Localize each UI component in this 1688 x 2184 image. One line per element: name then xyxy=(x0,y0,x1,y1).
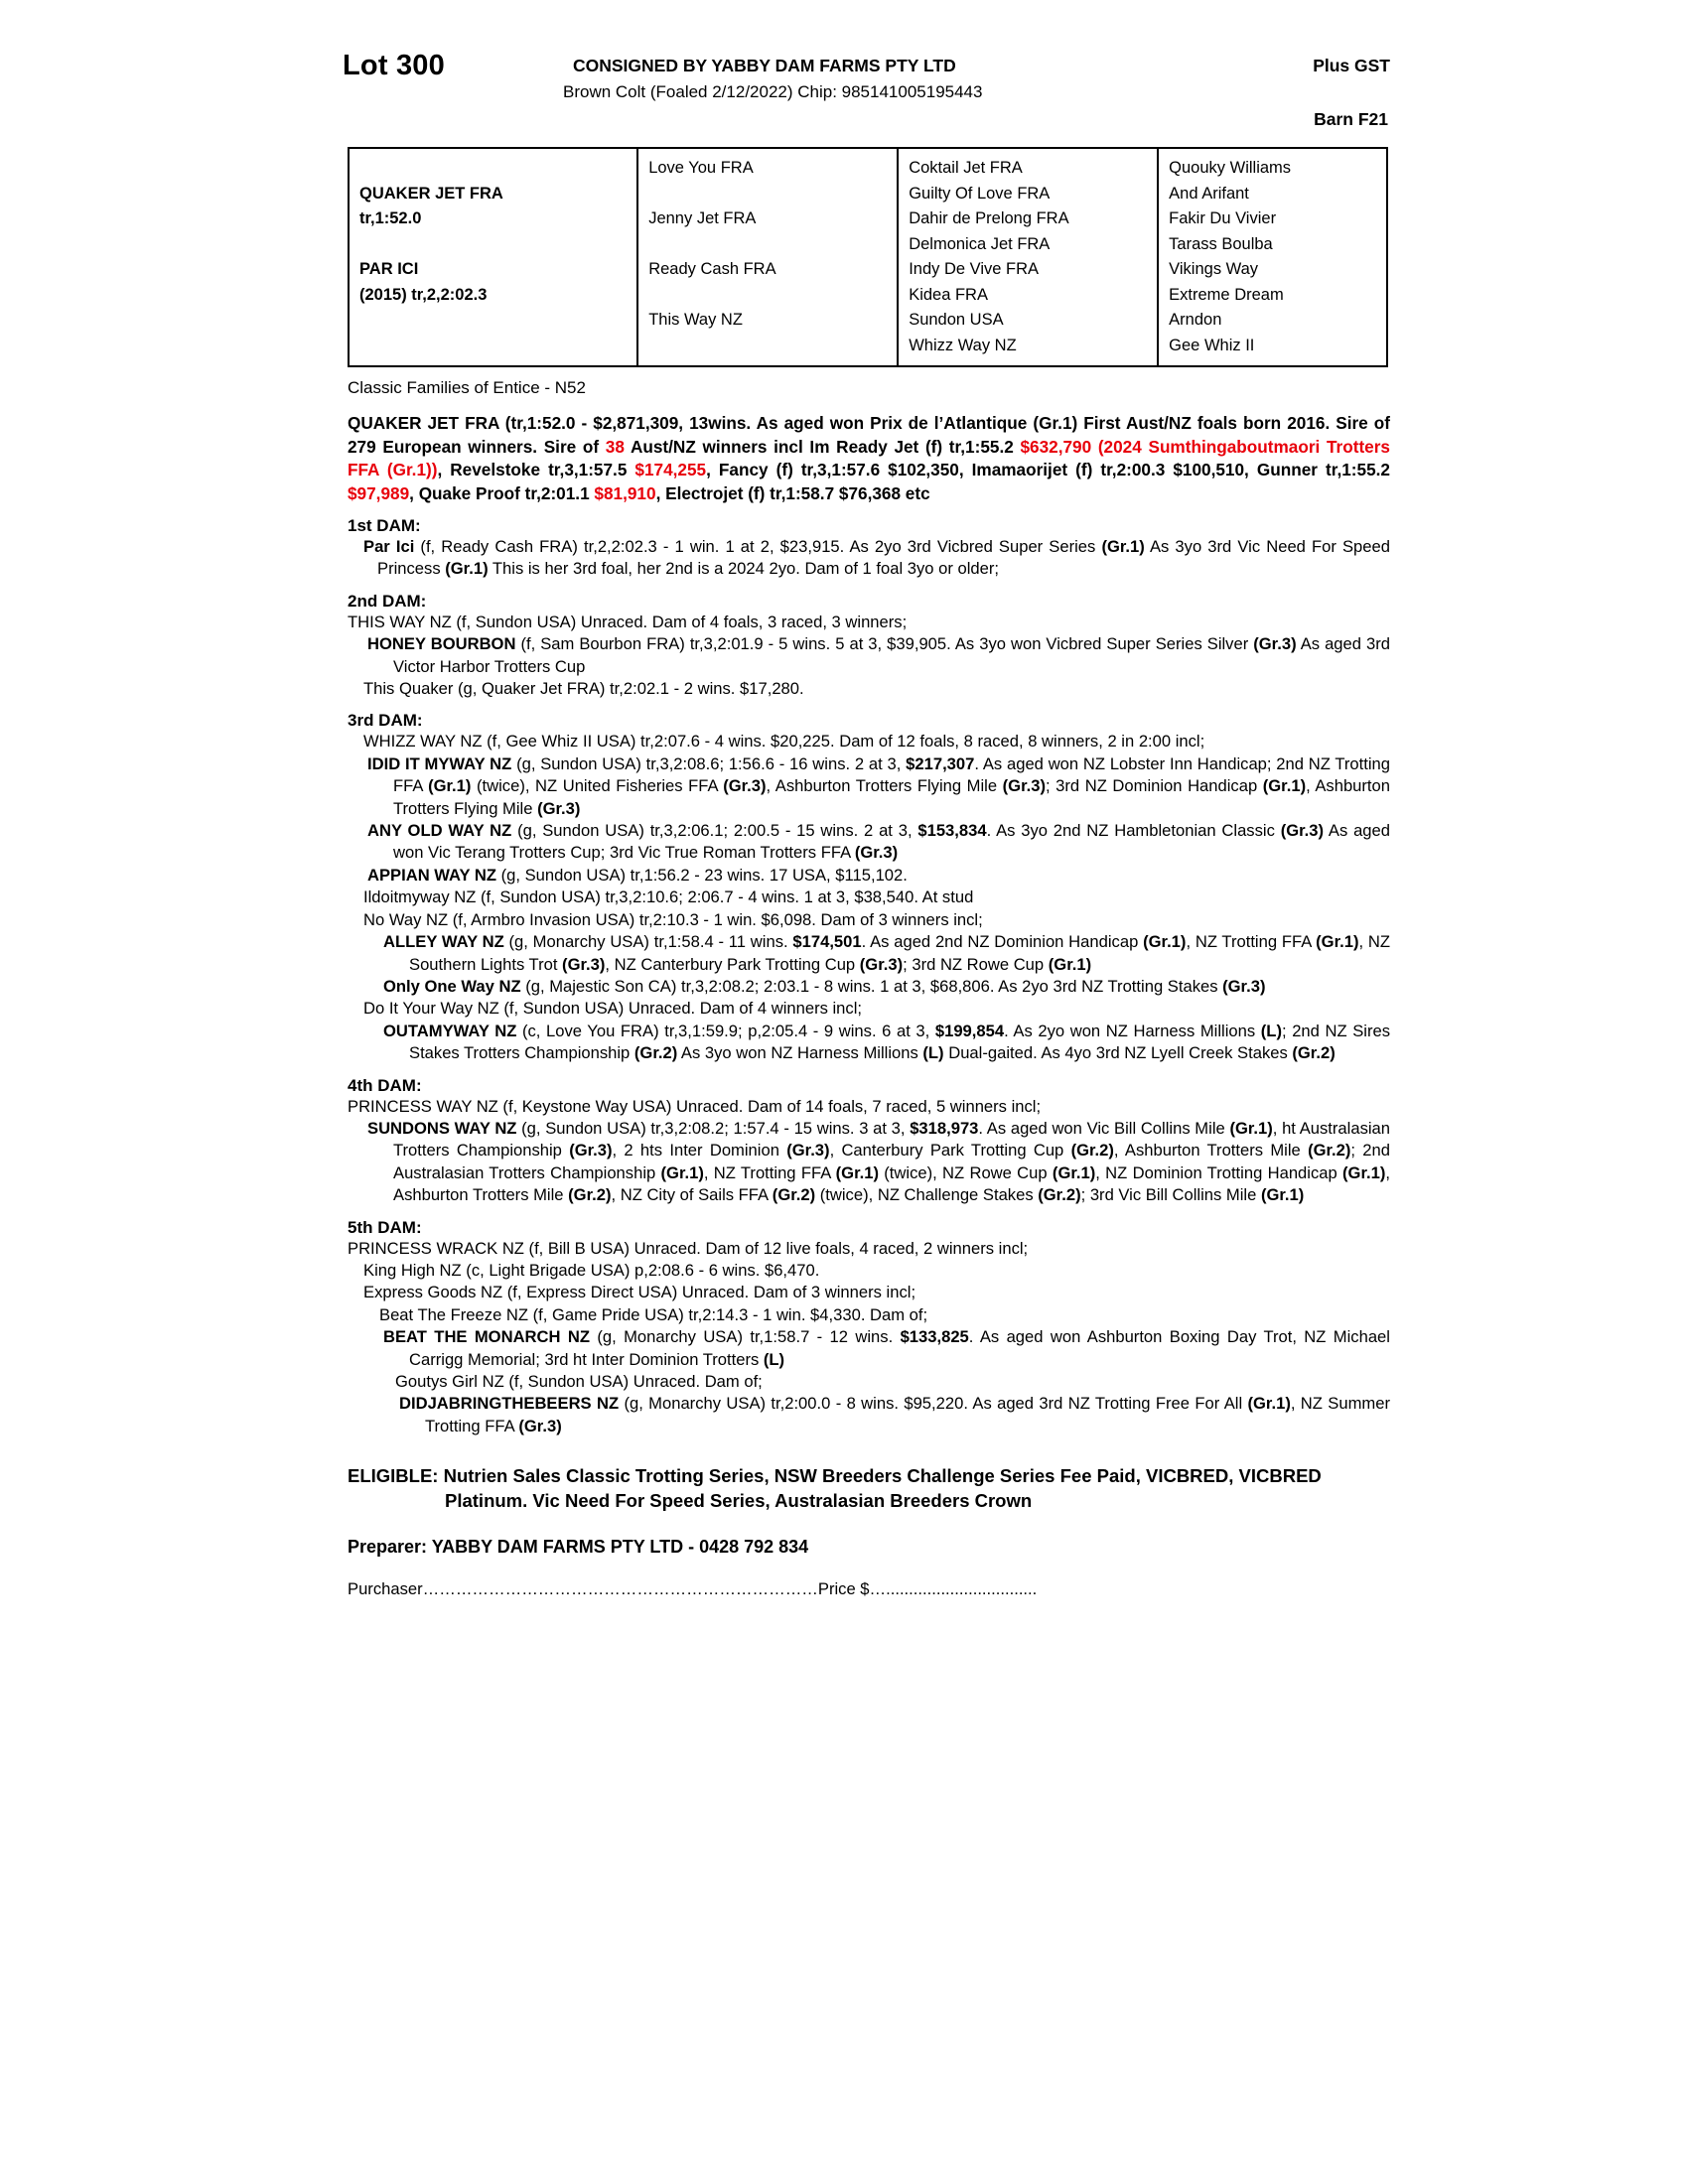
sire-line5a: tr,1:55.2 xyxy=(1326,460,1390,479)
entry-text: . As aged 2nd NZ Dominion Handicap xyxy=(861,932,1144,952)
entry-text: This is her 3rd foal, her 2nd is a 2024 2yo. Dam of 1 foal 3yo or older; xyxy=(488,559,999,579)
pedigree-entry xyxy=(348,753,1390,820)
entry-highlight: (Gr.1) xyxy=(1052,1162,1096,1182)
entry-highlight: (Gr.3) xyxy=(537,798,581,818)
pedigree-entry xyxy=(348,820,1390,865)
entry-text: (twice), NZ Challenge Stakes xyxy=(815,1185,1039,1205)
sire-earnings-highlight-2: $174,255 xyxy=(634,460,707,479)
pedigree-cell: This Way NZ xyxy=(648,311,743,329)
consignor-line: CONSIGNED BY YABBY DAM FARMS PTY LTD xyxy=(573,56,956,75)
entry-highlight: $318,973 xyxy=(910,1118,979,1138)
pedigree-cell: Indy De Vive FRA xyxy=(909,260,1040,278)
entry-text: (g, Monarchy USA) tr,2:00.0 - 8 wins. $95,220. As aged 3rd NZ Trotting Free For All xyxy=(619,1394,1248,1414)
entry-highlight: Par Ici xyxy=(363,537,415,556)
entry-text: As 3yo won NZ Harness Millions xyxy=(677,1043,923,1063)
entry-text: , NZ Trotting FFA xyxy=(703,1162,836,1182)
entry-highlight: (Gr.3) xyxy=(723,776,767,796)
entry-highlight: (Gr.2) xyxy=(1070,1141,1114,1160)
entry-text: (g, Sundon USA) tr,3,2:08.2; 1:57.4 - 15 wins. 3 at 3, xyxy=(516,1118,911,1138)
pedigree-entry xyxy=(348,998,1390,1020)
pedigree-cell: Coktail Jet FRA xyxy=(909,159,1023,177)
entry-text: , ht Australasian Trotters Championship xyxy=(393,1118,1391,1160)
sire-winners-count: 38 xyxy=(605,436,625,457)
page-header xyxy=(343,44,1390,139)
entry-text: . As aged won NZ Lobster Inn Handicap; 2nd NZ Trotting FFA xyxy=(393,753,1391,796)
entry-highlight: DIDJABRINGTHEBEERS NZ xyxy=(399,1394,620,1414)
pedigree-column-grandparents xyxy=(638,149,897,365)
entry-highlight: (Gr.1) xyxy=(660,1162,704,1182)
entry-text: (g, Sundon USA) tr,3,2:06.1; 2:00.5 - 15 wins. 2 at 3, xyxy=(511,821,918,841)
pedigree-cell: Sundon USA xyxy=(909,311,1004,329)
classic-families-line: Classic Families of Entice - N52 xyxy=(348,378,586,397)
entry-highlight: (L) xyxy=(922,1043,944,1063)
pedigree-cell: Delmonica Jet FRA xyxy=(909,234,1051,253)
pedigree-cell: Love You FRA xyxy=(648,159,754,177)
pedigree-cell: Dahir de Prelong FRA xyxy=(909,209,1069,227)
sire-line1: QUAKER JET FRA (tr,1:52.0 - $2,871,309, 13wins. As aged won Prix de l’Atlantique (Gr.1) First xyxy=(348,413,1121,433)
entry-text: ; 3rd Vic Bill Collins Mile xyxy=(1080,1185,1261,1205)
entry-highlight: APPIAN WAY NZ xyxy=(367,865,497,885)
entry-text: ; 3rd NZ Rowe Cup xyxy=(903,954,1049,974)
entry-highlight: (Gr.3) xyxy=(518,1416,562,1435)
entry-highlight: (Gr.3) xyxy=(569,1141,613,1160)
entry-highlight: (Gr.1) xyxy=(428,776,472,796)
entry-text: (f, Sundon USA) Unraced. Dam of 4 foals, 3 raced, 3 winners; xyxy=(451,612,908,631)
entry-text: PRINCESS WRACK NZ (f, Bill B USA) Unraced. Dam of 12 live foals, 4 raced, 2 winners incl; xyxy=(348,1238,1029,1258)
entry-text: (c, Love You FRA) tr,3,1:59.9; p,2:05.4 - 9 wins. 6 at 3, xyxy=(516,1021,935,1040)
entry-text: ; 2nd NZ Sires Stakes Trotters Championship xyxy=(409,1021,1391,1063)
pedigree-entry xyxy=(348,731,1390,752)
pedigree-column-great-grandparents xyxy=(899,149,1157,365)
dam-record: (2015) tr,2,2:02.3 xyxy=(359,285,488,304)
sire-earnings-highlight-1: $632,790 (2024 Sumthingaboutmaori Trotters FFA (Gr.1)) xyxy=(348,436,1390,479)
entry-text: This Quaker (g, Quaker Jet FRA) tr,2:02.1 - 2 wins. $17,280. xyxy=(363,679,804,699)
pedigree-entry xyxy=(348,633,1390,678)
dam-header: 3rd DAM: xyxy=(348,711,423,731)
entry-highlight: (Gr.3) xyxy=(1222,976,1266,996)
sire-line3a: Ready Jet (f) tr,1:55.2 xyxy=(836,436,1021,457)
entry-text: , NZ Dominion Trotting Handicap xyxy=(1095,1162,1343,1182)
entry-text: (twice), NZ United Fisheries FFA xyxy=(471,776,724,796)
entry-text: Ildoitmyway NZ (f, Sundon USA) tr,3,2:10.6; 2:06.7 - 4 wins. 1 at 3, $38,540. At stud xyxy=(363,887,974,907)
entry-text: King High NZ (c, Light Brigade USA) p,2:08.6 - 6 wins. $6,470. xyxy=(363,1260,820,1280)
entry-highlight: (Gr.1) xyxy=(835,1162,879,1182)
pedigree-cell: Ready Cash FRA xyxy=(648,260,776,278)
entry-highlight: $199,854 xyxy=(934,1021,1005,1040)
entry-text: (twice), NZ Rowe Cup xyxy=(878,1162,1053,1182)
dam-name: PAR ICI xyxy=(359,260,419,278)
entry-text: , Ashburton Trotters Mile xyxy=(1113,1141,1309,1160)
entry-highlight: (Gr.2) xyxy=(1292,1043,1336,1063)
entry-text: . As 2yo won NZ Harness Millions xyxy=(1004,1021,1261,1040)
entry-highlight: $153,834 xyxy=(917,821,987,841)
dam-sections xyxy=(343,516,1390,1437)
entry-highlight: (Gr.1) xyxy=(445,559,489,579)
sire-line4a: tr,3,1:57.5 xyxy=(548,460,635,479)
pedigree-entry xyxy=(348,1096,1390,1118)
pedigree-entry xyxy=(348,1238,1390,1260)
entry-text: As aged 3rd Victor Harbor Trotters Cup xyxy=(393,634,1390,676)
entry-highlight: (L) xyxy=(1260,1021,1282,1040)
entry-text: , Canterbury Park Trotting Cup xyxy=(829,1141,1071,1160)
entry-highlight: $174,501 xyxy=(792,932,862,952)
entry-text: . As 3yo 2nd NZ Hambletonian Classic xyxy=(986,821,1281,841)
dam-header: 5th DAM: xyxy=(348,1217,422,1237)
entry-text: . As aged won Vic Bill Collins Mile xyxy=(978,1118,1230,1138)
sire-line2a: Aust/NZ foals born 2016. Sire of 279 European winners. Sire of xyxy=(348,413,1390,457)
entry-highlight: ANY OLD WAY NZ xyxy=(367,821,512,841)
pedigree-entry xyxy=(348,887,1390,908)
preparer-text: Preparer: YABBY DAM FARMS PTY LTD - 0428 792 834 xyxy=(348,1537,809,1558)
entry-highlight: (Gr.1) xyxy=(1262,776,1307,796)
entry-text: (g, Monarchy USA) tr,1:58.4 - 11 wins. xyxy=(503,932,793,952)
pedigree-entry xyxy=(348,909,1390,931)
sire-name: QUAKER JET FRA xyxy=(359,184,503,203)
pedigree-cell: Gee Whiz II xyxy=(1169,336,1255,354)
dam-header: 1st DAM: xyxy=(348,516,421,535)
pedigree-cell: Fakir Du Vivier xyxy=(1169,209,1277,227)
pedigree-cell: Tarass Boulba xyxy=(1169,234,1273,253)
entry-text: Goutys Girl NZ (f, Sundon USA) Unraced. Dam of; xyxy=(395,1372,763,1391)
entry-text: Express Goods NZ (f, Express Direct USA) Unraced. Dam of 3 winners incl; xyxy=(363,1283,916,1302)
pedigree-entry xyxy=(348,1371,1390,1393)
pedigree-entry xyxy=(348,1118,1390,1207)
pedigree-entry xyxy=(348,865,1390,887)
entry-highlight: (L) xyxy=(763,1349,785,1369)
pedigree-entry xyxy=(348,536,1390,581)
entry-highlight: IDID IT MYWAY NZ xyxy=(367,753,512,773)
entry-highlight: (Gr.2) xyxy=(633,1043,678,1063)
dam-header: 2nd DAM: xyxy=(348,591,427,611)
entry-text: (g, Sundon USA) tr,1:56.2 - 23 wins. 17 USA, $115,102. xyxy=(496,865,908,885)
entry-highlight: OUTAMYWAY NZ xyxy=(383,1021,517,1040)
entry-highlight: (Gr.3) xyxy=(1253,634,1297,654)
entry-highlight: (Gr.1) xyxy=(1342,1162,1386,1182)
entry-text: PRINCESS WAY NZ (f, Keystone Way USA) Unraced. Dam of 14 foals, 7 raced, 5 winners incl; xyxy=(348,1096,1042,1116)
entry-text: , Ashburton Trotters Flying Mile xyxy=(393,776,1390,818)
pedigree-entry xyxy=(348,976,1390,998)
sire-earnings-highlight-4: $81,910 xyxy=(594,482,656,503)
sire-line5b: , Quake Proof tr,2:01.1 xyxy=(409,482,595,503)
pedigree-entry xyxy=(348,612,1390,633)
plus-gst-label: Plus GST xyxy=(1313,56,1390,75)
entry-text: , NZ Southern Lights Trot xyxy=(409,932,1390,974)
entry-highlight: Only One Way NZ xyxy=(383,976,521,996)
entry-highlight: $217,307 xyxy=(906,753,975,773)
entry-highlight: BEAT THE MONARCH NZ xyxy=(383,1327,590,1347)
entry-highlight: (Gr.3) xyxy=(859,954,904,974)
entry-text: ; 2nd Australasian Trotters Championship xyxy=(393,1141,1390,1182)
entry-text: As aged won Vic Terang Trotters Cup; 3rd Vic True Roman Trotters FFA xyxy=(393,821,1390,863)
entry-highlight: (Gr.2) xyxy=(568,1185,612,1205)
entry-text: As 3yo 3rd Vic Need For Speed Princess xyxy=(377,537,1390,579)
pedigree-entry xyxy=(348,1304,1390,1326)
entry-highlight: (Gr.1) xyxy=(1143,932,1187,952)
entry-text: Beat The Freeze NZ (f, Game Pride USA) tr,2:14.3 - 1 win. $4,330. Dam of; xyxy=(379,1304,928,1324)
entry-text: , 2 hts Inter Dominion xyxy=(612,1141,787,1160)
entry-highlight: (Gr.1) xyxy=(1229,1118,1273,1138)
pedigree-cell: Quouky Williams xyxy=(1169,159,1292,177)
entry-text: , NZ Summer Trotting FFA xyxy=(425,1394,1390,1435)
eligible-text: ELIGIBLE: Nutrien Sales Classic Trotting Series, NSW Breeders Challenge Series Fee Paid, VICBRED, VICBRED Platinum. Vic Need For Speed Series, Australasian Breeders Crown xyxy=(348,1465,1322,1512)
horse-description: Brown Colt (Foaled 2/12/2022) Chip: 985141005195443 xyxy=(563,82,983,101)
purchaser-line: Purchaser………………………………………………………………Price $…................................. xyxy=(348,1579,1038,1599)
pedigree-entry xyxy=(348,1260,1390,1282)
sire-summary xyxy=(348,412,1390,505)
barn-label: Barn F21 xyxy=(1314,109,1388,129)
dam-header: 4th DAM: xyxy=(348,1075,422,1095)
entry-text: Do It Your Way NZ (f, Sundon USA) Unraced. Dam of 4 winners incl; xyxy=(363,999,863,1019)
entry-highlight: (Gr.1) xyxy=(1247,1394,1291,1414)
entry-highlight: (Gr.1) xyxy=(1101,537,1145,556)
entry-text: Dual-gaited. As 4yo 3rd NZ Lyell Creek Stakes xyxy=(943,1043,1293,1063)
entry-highlight: (Gr.2) xyxy=(1038,1185,1081,1205)
entry-text: WHIZZ WAY NZ xyxy=(363,732,483,751)
sire-line3b: , Revelstoke xyxy=(437,460,541,479)
pedigree-column-parents xyxy=(350,149,638,365)
entry-text: , NZ Trotting FFA xyxy=(1186,932,1317,952)
pedigree-entry xyxy=(348,1021,1390,1065)
entry-highlight: (Gr.3) xyxy=(854,843,899,863)
sire-earnings-highlight-3: $97,989 xyxy=(348,482,410,503)
entry-highlight: HONEY BOURBON xyxy=(367,634,516,654)
entry-highlight: SUNDONS WAY NZ xyxy=(367,1118,517,1138)
entry-text: (g, Majestic Son CA) tr,3,2:08.2; 2:03.1 - 8 wins. 1 at 3, $68,806. As 2yo 3rd NZ Trotting Stakes xyxy=(520,976,1223,996)
entry-highlight: (Gr.2) xyxy=(772,1185,816,1205)
pedigree-entry xyxy=(348,931,1390,976)
sire-line5c: , Electrojet (f) tr,1:58.7 $76,368 etc xyxy=(655,482,930,503)
entry-highlight: ALLEY WAY NZ xyxy=(383,932,504,952)
pedigree-cell: Kidea FRA xyxy=(909,285,988,304)
sire-line2b: Aust/NZ winners incl Im xyxy=(624,436,830,457)
entry-text: (f, Gee Whiz II USA) tr,2:07.6 - 4 wins. $20,225. Dam of 12 foals, 8 raced, 8 winners, 2 in 2:00 incl; xyxy=(482,732,1205,751)
sire-line4b: , Fancy (f) tr,3,1:57.6 $102,350, Imamaorijet (f) tr,2:00.3 $100,510, Gunner xyxy=(706,460,1318,479)
sire-record: tr,1:52.0 xyxy=(359,209,422,227)
pedigree-entry xyxy=(348,1326,1390,1371)
entry-highlight: (Gr.3) xyxy=(786,1141,830,1160)
lot-number: Lot 300 xyxy=(343,50,445,81)
entry-highlight: $133,825 xyxy=(900,1327,969,1347)
entry-highlight: (Gr.2) xyxy=(1308,1141,1351,1160)
entry-text: THIS WAY NZ xyxy=(348,612,452,631)
pedigree-cell: Vikings Way xyxy=(1169,260,1259,278)
pedigree-entry xyxy=(348,678,1390,700)
entry-text: , NZ Canterbury Park Trotting Cup xyxy=(605,954,860,974)
pedigree-column-fourth-gen xyxy=(1159,149,1386,365)
entry-text: (f, Ready Cash FRA) tr,2,2:02.3 - 1 win. 1 at 2, $23,915. As 2yo 3rd Vicbred Super Series xyxy=(414,537,1102,556)
pedigree-cell: Guilty Of Love FRA xyxy=(909,184,1051,203)
pedigree-entry xyxy=(348,1282,1390,1303)
entry-text: , Ashburton Trotters Mile xyxy=(393,1162,1390,1205)
pedigree-cell: Extreme Dream xyxy=(1169,285,1284,304)
entry-highlight: (Gr.1) xyxy=(1260,1185,1305,1205)
entry-text: (g, Sundon USA) tr,3,2:08.6; 1:56.6 - 16 wins. 2 at 3, xyxy=(511,753,907,773)
entry-text: No Way NZ (f, Armbro Invasion USA) tr,2:10.3 - 1 win. $6,098. Dam of 3 winners incl; xyxy=(363,909,983,929)
entry-text: (f, Sam Bourbon FRA) tr,3,2:01.9 - 5 wins. 5 at 3, $39,905. As 3yo won Vicbred Super Series Silver xyxy=(515,634,1254,654)
entry-text: , NZ City of Sails FFA xyxy=(611,1185,773,1205)
pedigree-cell: Jenny Jet FRA xyxy=(648,209,757,227)
entry-highlight: (Gr.1) xyxy=(1316,932,1359,952)
entry-highlight: (Gr.3) xyxy=(1280,821,1325,841)
pedigree-cell: Arndon xyxy=(1169,311,1222,329)
entry-highlight: (Gr.1) xyxy=(1048,954,1092,974)
entry-text: (g, Monarchy USA) tr,1:58.7 - 12 wins. xyxy=(590,1327,901,1347)
pedigree-entry xyxy=(348,1393,1390,1437)
entry-text: , Ashburton Trotters Flying Mile xyxy=(766,776,1003,796)
entry-highlight: (Gr.3) xyxy=(1002,776,1046,796)
entry-text: . As aged won Ashburton Boxing Day Trot, NZ Michael Carrigg Memorial; 3rd ht Inter Dominion Trotters xyxy=(409,1327,1390,1369)
entry-highlight: (Gr.3) xyxy=(562,954,606,974)
pedigree-table xyxy=(348,147,1388,367)
pedigree-cell: And Arifant xyxy=(1169,184,1249,203)
entry-text: ; 3rd NZ Dominion Handicap xyxy=(1046,776,1263,796)
pedigree-cell: Whizz Way NZ xyxy=(909,336,1017,354)
